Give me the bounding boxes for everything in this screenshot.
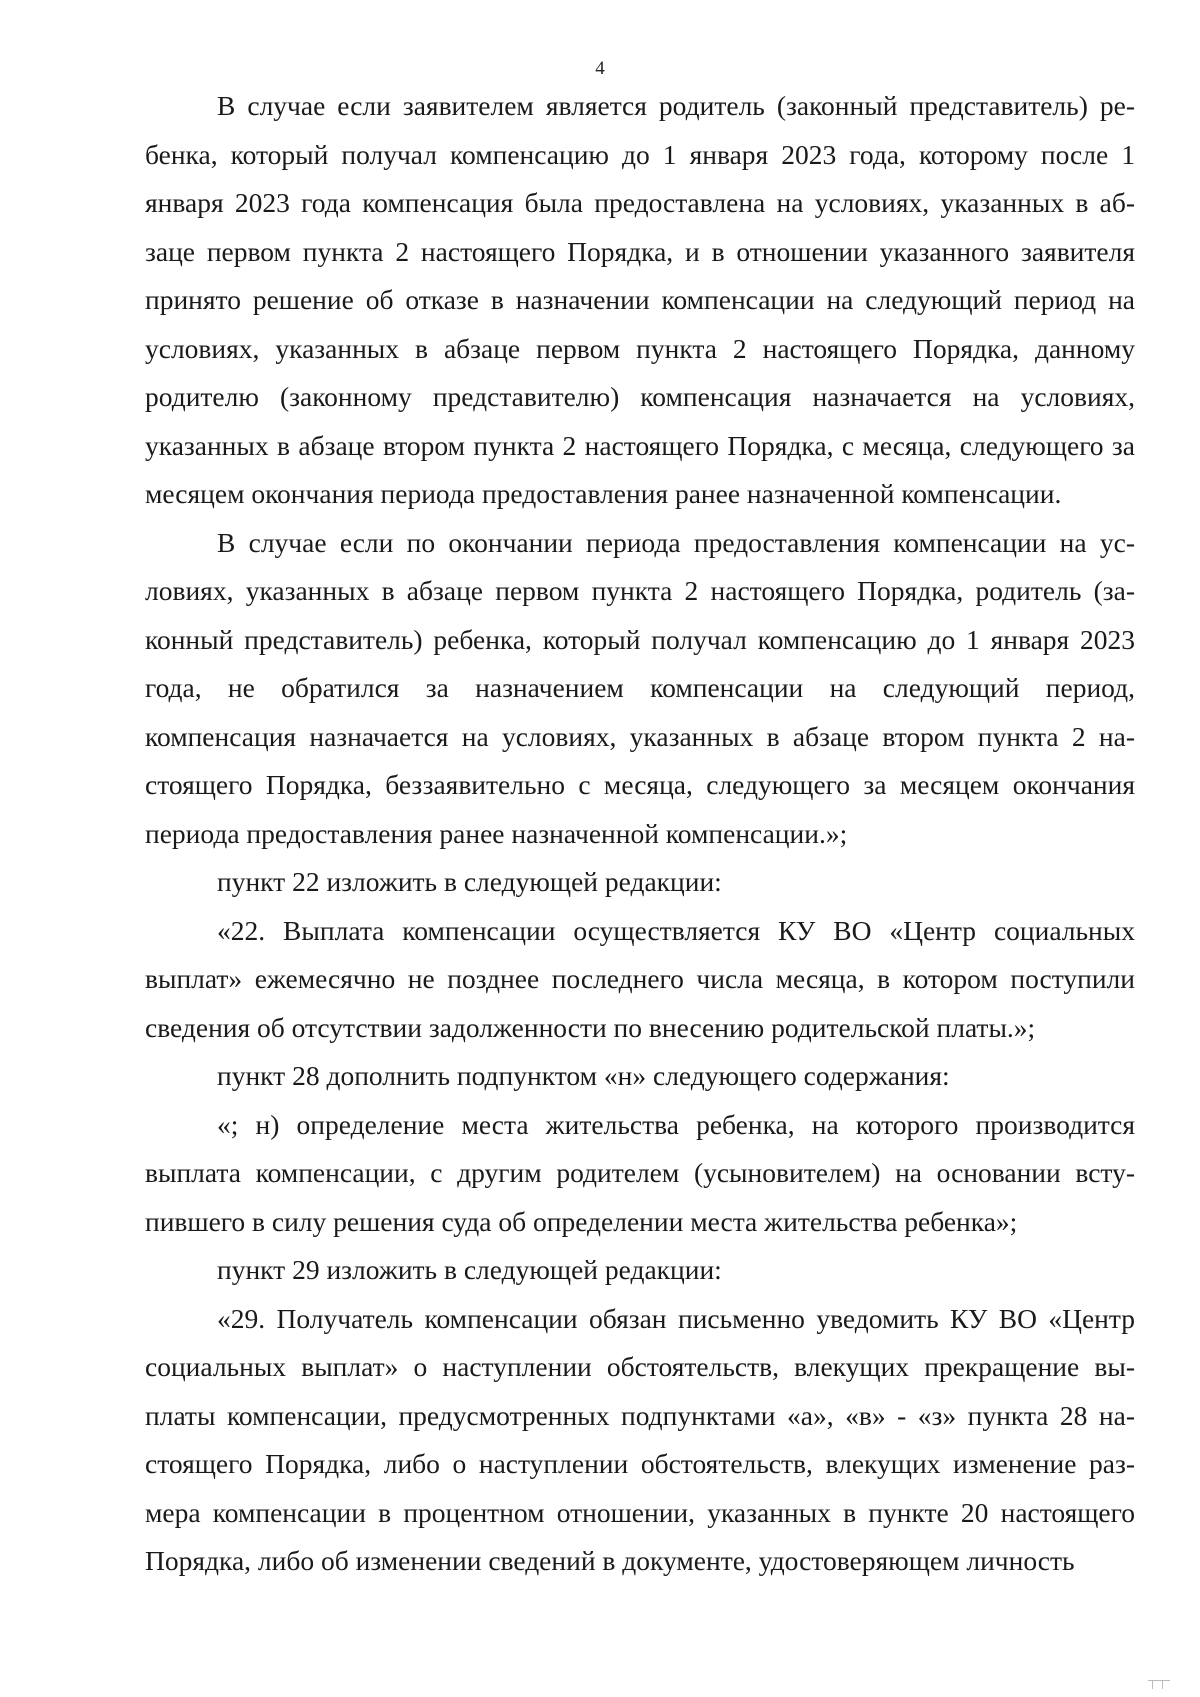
scan-corner-mark (1148, 1680, 1170, 1691)
paragraph-item-29-text: «29. Получатель компенсации обязан письменно уведомить КУ ВО «Центр социальных выплат» о наступлении обстоятельств, влекущих прекращение вы-платы компенсации, предусмотренных подпунктами «а», «в» - «з» пункта 28 на-стоящего Порядка, либо о наступлении обстоятельств, влекущих изменение раз-мера компенсации в процентном отношении, указанных в пункте 20 настоящего Порядка, либо об изменении сведений в документе, удостоверяющем личность (145, 1302, 1135, 1576)
paragraph-item-29-intro: пункт 29 изложить в следующей редакции: (217, 1254, 722, 1285)
paragraph-item-28-intro: пункт 28 дополнить подпунктом «н» следующего содержания: (217, 1060, 950, 1091)
page-number: 4 (595, 58, 605, 79)
paragraph-item-22-text: «22. Выплата компенсации осуществляется КУ ВО «Центр социальных выплат» ежемесячно не позднее последнего числа месяца, в котором поступили сведения об отсутствии задолженности по внесению родительской платы.»; (145, 914, 1135, 1043)
paragraph-item-22-intro: пункт 22 изложить в следующей редакции: (217, 866, 722, 897)
paragraph-item-28-subitem-n: «; н) определение места жительства ребенка, на которого производится выплата компенсации, с другим родителем (усыновителем) на основании всту-пившего в силу решения суда об определении места жительства ребенка»; (145, 1108, 1135, 1237)
paragraph-compensation-no-application: В случае если по окончании периода предоставления компенсации на ус-ловиях, указанных в абзаце первом пункта 2 настоящего Порядка, родитель (за-конный представитель) ребенка, который получал компенсацию до 1 января 2023 года, не обратился за назначением компенсации на следующий период, компенсация назначается на условиях, указанных в абзаце втором пункта 2 на-стоящего Порядка, беззаявительно с месяца, следующего за месяцем окончания периода предоставления ранее назначенной компенсации.»; (145, 526, 1135, 849)
document-body (145, 82, 1135, 1586)
paragraph-compensation-refusal: В случае если заявителем является родитель (законный представитель) ре-бенка, который получал компенсацию до 1 января 2023 года, которому после 1 января 2023 года компенсация была предоставлена на условиях, указанных в аб-заце первом пункта 2 настоящего Порядка, и в отношении указанного заявителя принято решение об отказе в назначении компенсации на следующий период на условиях, указанных в абзаце первом пункта 2 настоящего Порядка, данному родителю (законному представителю) компенсация назначается на условиях, указанных в абзаце втором пункта 2 настоящего Порядка, с месяца, следующего за месяцем окончания периода предоставления ранее назначенной компенсации. (145, 90, 1135, 509)
